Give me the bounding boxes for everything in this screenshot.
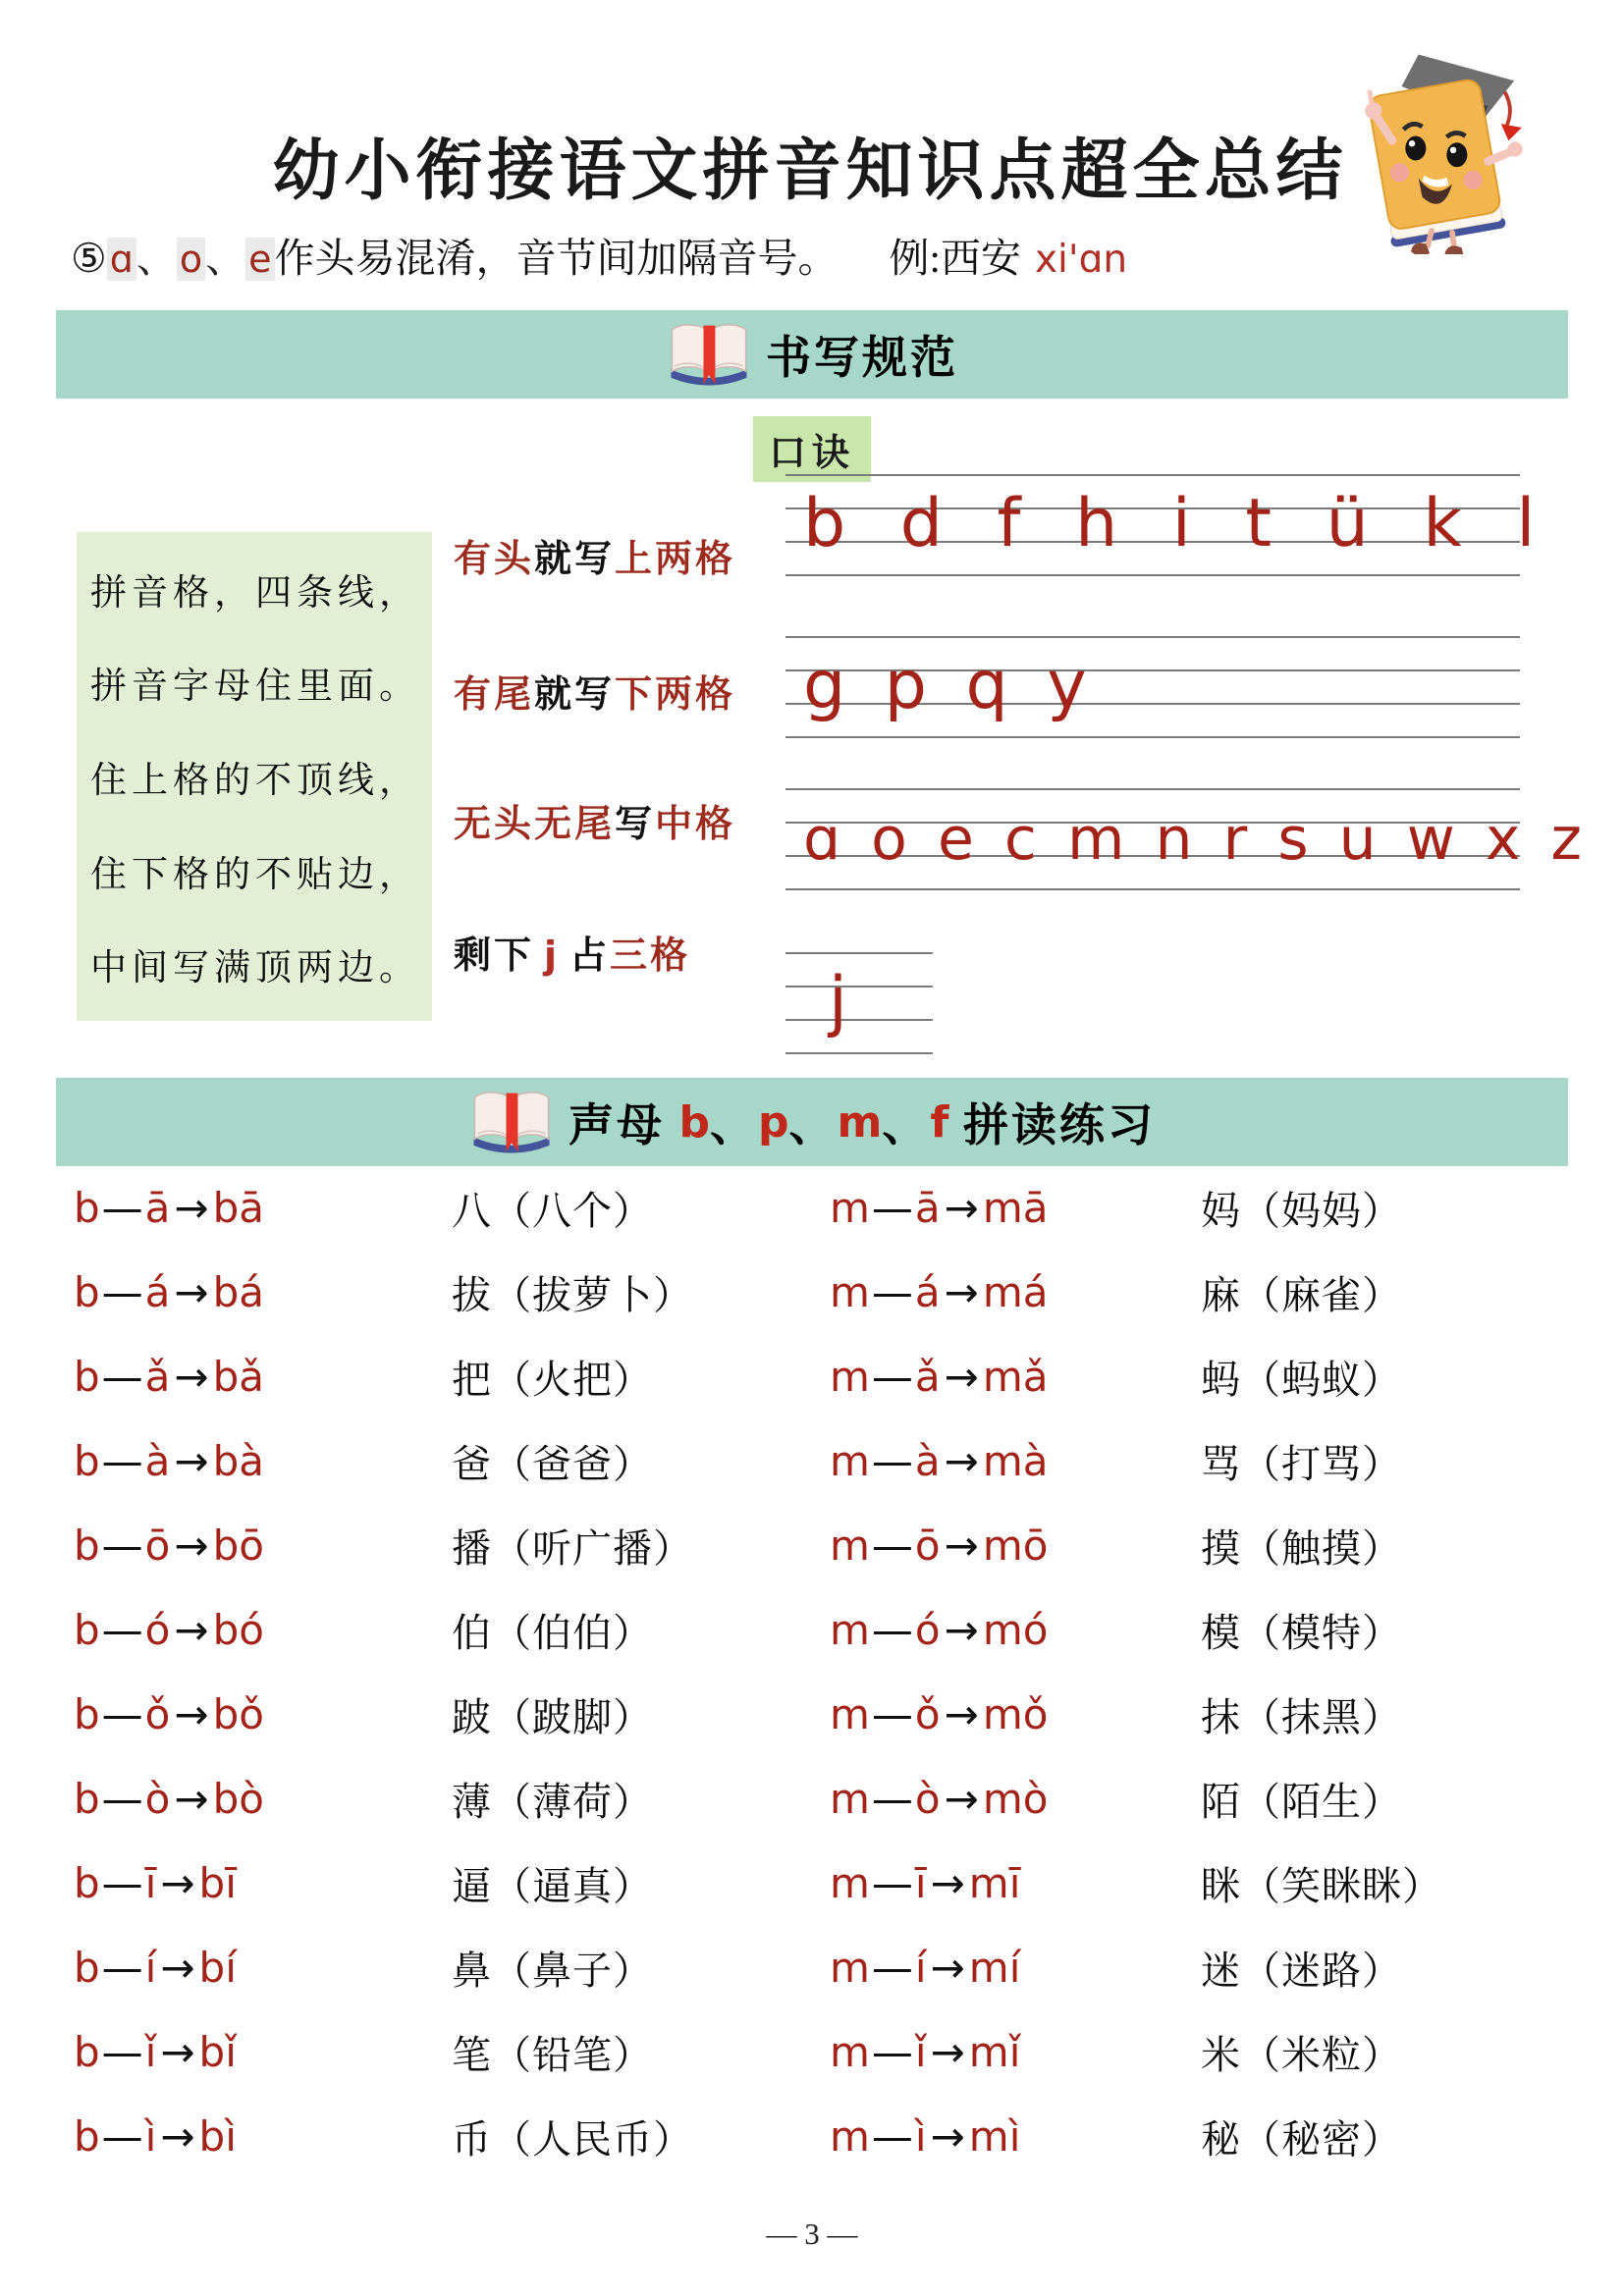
rule-label-lower-cells: 有尾就写下两格 (454, 674, 736, 716)
initial-b: b (678, 1096, 710, 1148)
pinyin-formula-b: b—ī→bī (74, 1858, 237, 1907)
pinyin-formula-m: m—ǐ→mǐ (830, 2027, 1021, 2076)
practice-row (0, 1250, 1624, 1334)
pinyin-formula-b: b—ā→bā (74, 1183, 265, 1232)
hanzi-word-b: 播（听广播） (452, 1525, 693, 1571)
pinyin-grid-poem (77, 532, 432, 1021)
practice-row (0, 1925, 1624, 2009)
koujue-tag: 口诀 (753, 416, 871, 482)
hanzi-word-b: 薄（薄荷） (452, 1779, 653, 1824)
pinyin-formula-b: b—ǎ→bǎ (74, 1352, 265, 1401)
practice-row (0, 1165, 1624, 1250)
section-banner-writing (56, 310, 1568, 399)
example-label: 例:西安 (889, 236, 1021, 281)
hanzi-word-m: 米（米粒） (1201, 2032, 1402, 2077)
hanzi-word-m: 模（模特） (1201, 1610, 1402, 1655)
pinyin-formula-b: b—ó→bó (74, 1605, 264, 1654)
pinyin-formula-b: b—ǒ→bǒ (74, 1689, 264, 1738)
grid-letters-lower: g p q y (803, 647, 1087, 724)
pinyin-formula-b: b—ò→bò (74, 1774, 264, 1823)
practice-row (0, 1756, 1624, 1841)
open-book-icon (666, 321, 752, 388)
hanzi-word-b: 逼（逼真） (452, 1863, 653, 1908)
initial-p: p (757, 1096, 789, 1148)
grid-letter-j: j (829, 963, 847, 1041)
hanzi-word-m: 秘（秘密） (1201, 2116, 1402, 2162)
four-line-grid-j (785, 952, 933, 1054)
practice-row (0, 2094, 1624, 2178)
pinyin-formula-b: b—ì→bì (74, 2111, 237, 2161)
grid-letters-upper: b d f h i t ü k l (803, 485, 1536, 562)
pinyin-formula-m: m—í→mí (830, 1943, 1021, 1992)
pinyin-formula-m: m—ó→mó (830, 1605, 1049, 1654)
hanzi-word-b: 爸（爸爸） (452, 1441, 653, 1486)
hanzi-word-b: 伯（伯伯） (452, 1610, 653, 1655)
section-banner-practice: 声母 b 、 p 、 m 、 f 拼读练习 (56, 1078, 1568, 1166)
book-mascot-icon (1343, 43, 1544, 254)
pinyin-formula-b: b—ǐ→bǐ (74, 2027, 237, 2076)
pinyin-formula-m: m—ǒ→mǒ (830, 1689, 1049, 1738)
page-title: 幼小衔接语文拼音知识点超全总结 (272, 133, 1348, 208)
rule-text: 作头易混淆，音节间加隔音号。 (274, 236, 839, 281)
example-pinyin: xi'ɑn (1034, 238, 1128, 282)
section-title-writing: 书写规范 (766, 333, 958, 383)
rule-line-5: ⑤ɑ、o、e作头易混淆，音节间加隔音号。 例:西安 xi'ɑn (71, 236, 1128, 282)
poem-line: 住下格的不贴边， (90, 854, 420, 895)
rule-label-middle-cell: 无头无尾写中格 (454, 804, 736, 845)
rule-label-upper-cells: 有头就写上两格 (454, 539, 736, 580)
practice-row (0, 1672, 1624, 1756)
pinyin-formula-m: m—ì→mì (830, 2111, 1021, 2161)
four-line-grid-middle (785, 788, 1582, 890)
vowel-a: ɑ (107, 238, 136, 281)
poem-line: 住上格的不顶线， (90, 760, 420, 801)
pinyin-formula-m: m—ò→mò (830, 1774, 1049, 1823)
hanzi-word-b: 币（人民币） (452, 2116, 693, 2162)
pinyin-formula-b: b—ō→bō (74, 1521, 264, 1570)
hanzi-word-b: 八（八个） (452, 1188, 653, 1233)
pinyin-formula-m: m—ī→mī (830, 1858, 1021, 1907)
vowel-e: e (245, 238, 274, 281)
hanzi-word-b: 跛（跛脚） (452, 1694, 653, 1739)
hanzi-word-m: 抹（抹黑） (1201, 1694, 1402, 1739)
hanzi-word-m: 蚂（蚂蚁） (1201, 1357, 1402, 1402)
hanzi-word-b: 笔（铅笔） (452, 2032, 653, 2077)
practice-row (0, 1503, 1624, 1587)
poem-line: 拼音字母住里面。 (90, 667, 420, 708)
section-title-practice-suffix: 拼读练习 (963, 1100, 1156, 1150)
practice-row (0, 1841, 1624, 1925)
practice-row (0, 1418, 1624, 1503)
pinyin-formula-b: b—á→bá (74, 1267, 265, 1316)
hanzi-word-m: 眯（笑眯眯） (1201, 1863, 1442, 1908)
page-number: — 3 — (766, 2216, 858, 2251)
hanzi-word-m: 摸（触摸） (1201, 1525, 1402, 1571)
rule-label-j-three-cells: 剩下 j 占三格 (454, 934, 691, 977)
pinyin-formula-m: m—ā→mā (830, 1183, 1049, 1232)
hanzi-word-b: 拔（拔萝卜） (452, 1272, 693, 1317)
pinyin-formula-m: m—ō→mō (830, 1521, 1049, 1570)
four-line-grid-upper (785, 474, 1536, 576)
hanzi-word-m: 妈（妈妈） (1201, 1188, 1402, 1233)
grid-letters-middle: ɑ o e c m n r s u w x z (803, 805, 1582, 874)
practice-row (0, 2009, 1624, 2094)
pinyin-formula-b: b—í→bí (74, 1943, 237, 1992)
four-line-grid-lower (785, 636, 1520, 738)
vowel-o: o (177, 238, 205, 281)
open-book-icon (468, 1089, 555, 1155)
section-title-practice-prefix: 声母 (568, 1100, 665, 1150)
hanzi-word-b: 鼻（鼻子） (452, 1948, 653, 1993)
poem-line: 拼音格，四条线， (90, 572, 420, 614)
pinyin-formula-m: m—à→mà (830, 1436, 1049, 1485)
initial-m: m (837, 1096, 883, 1148)
practice-row (0, 1334, 1624, 1418)
poem-line: 中间写满顶两边。 (90, 948, 420, 989)
pinyin-formula-b: b—à→bà (74, 1436, 265, 1485)
rule-number: ⑤ (71, 236, 107, 281)
hanzi-word-b: 把（火把） (452, 1357, 653, 1402)
hanzi-word-m: 陌（陌生） (1201, 1779, 1402, 1824)
hanzi-word-m: 骂（打骂） (1201, 1441, 1402, 1486)
practice-row (0, 1587, 1624, 1672)
hanzi-word-m: 迷（迷路） (1201, 1948, 1402, 1993)
pinyin-formula-m: m—á→má (830, 1267, 1049, 1316)
pinyin-formula-m: m—ǎ→mǎ (830, 1352, 1049, 1401)
hanzi-word-m: 麻（麻雀） (1201, 1272, 1402, 1317)
practice-table (0, 1165, 1624, 2178)
initial-f: f (930, 1096, 949, 1148)
